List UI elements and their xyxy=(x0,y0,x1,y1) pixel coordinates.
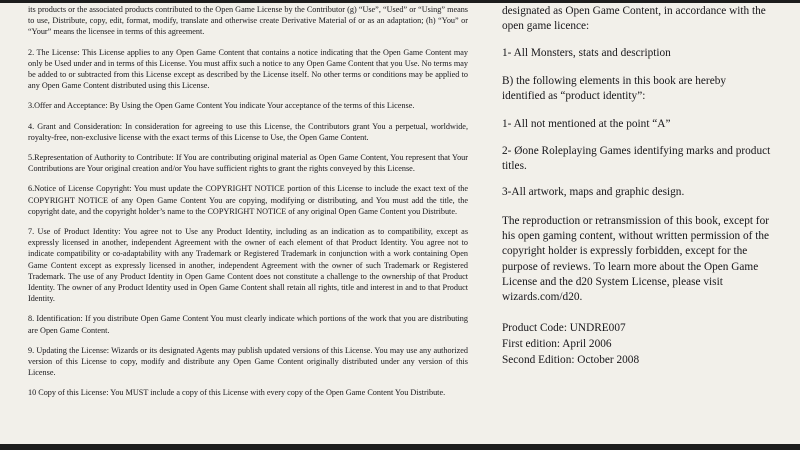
open-content-item: 1- All Monsters, stats and description xyxy=(502,46,671,59)
reproduction-notice: The reproduction or retransmission of this book, except for his open gaming content, without written permission of the copyright holder is expressly forbidden, except for the purpose of reviews. To learn more about the Open Game License and the d20 System License, please visit wizards.com/d20. xyxy=(502,214,770,304)
open-content-intro: designated as Open Game Content, in accordance with the open game licence: xyxy=(502,5,766,33)
right-column-product-identity xyxy=(492,0,800,450)
license-paragraph: 6.Notice of License Copyright: You must update the COPYRIGHT NOTICE portion of this License to include the exact text of the COPYRIGHT NOTICE of any Open Game Content You are copying, modifying or distributing, and You must add the title, the copyright date, and the copyright holder’s name to the COPYRIGHT NOTICE of any original Open Game Content you Distribute. xyxy=(28,184,468,216)
product-identity-heading: B) the following elements in this book are hereby identified as “product identity”: xyxy=(502,74,727,103)
license-paragraph: 7. Use of Product Identity: You agree not to Use any Product Identity, including as an indication as to compatibility, except as expressly licensed in another, independent Agreement with the owner of each element of that Product Identity. You agree not to indicate compatibility or co-adaptability with any Trademark or Registered Trademark in conjunction with a work containing Open Game Content except as expressly licensed in another, independent Agreement with the owner of such Trademark or Registered Trademark. The use of any Product Identity in Open Game Content does not constitute a challenge to the ownership of that Product Identity. The owner of any Product Identity used in Open Game Content shall retain all rights, title and interest in and to that Product Identity. xyxy=(28,227,468,304)
license-paragraph: 9. Updating the License: Wizards or its designated Agents may publish updated versions of this License. You may use any authorized version of this License to copy, modify and distribute any Open Game Content originally distributed under any version of this License. xyxy=(28,345,468,378)
license-paragraph: 10 Copy of this License: You MUST include a copy of this License with every copy of the Open Game Content You Distribute. xyxy=(28,388,446,398)
license-paragraph: 3.Offer and Acceptance: By Using the Open Game Content You indicate Your acceptance of the terms of this License. xyxy=(28,101,415,111)
license-paragraph: 5.Representation of Authority to Contribute: If You are contributing original material as Open Game Content, You represent that Your Contributions are Your original creation and/or You have sufficient rights to grant the rights conveyed by this License. xyxy=(28,153,468,174)
product-identity-item: 2- Øone Roleplaying Games identifying marks and product titles. xyxy=(502,144,771,173)
license-paragraph: its products or the associated products contributed to the Open Game License by the Contributor (g) “Use”, “Used” or “Using” means to use, Distribute, copy, edit, format, modify, translate and otherwise create Derivative Material of or as an adaptation; (h) “You” or “Your” means the licensee in terms of this agreement. xyxy=(28,5,468,37)
product-code: Product Code: UNDRE007 xyxy=(502,322,626,335)
product-details xyxy=(502,321,772,368)
product-identity-item: 1- All not mentioned at the point “A” xyxy=(502,118,671,131)
product-identity-item: 3-All artwork, maps and graphic design. xyxy=(502,186,685,199)
column-divider xyxy=(492,6,493,440)
license-paragraph: 8. Identification: If you distribute Open Game Content You must clearly indicate which portions of the work that you are distributing are Open Game Content. xyxy=(28,314,468,335)
second-edition: Second Edition: October 2008 xyxy=(502,353,640,366)
license-paragraph: 2. The License: This License applies to any Open Game Content that contains a notice indicating that the Open Game Content may only be Used under and in terms of this License. You must affix such a notice to any Open Game Content that you Use. No terms may be added to or subtracted from this License except as described by the License itself. No other terms or conditions may be applied to any Open Game Content distributed using this License. xyxy=(28,47,468,91)
license-paragraph: 4. Grant and Consideration: In consideration for agreeing to use this License, the Contributors grant You a perpetual, worldwide, royalty-free, non-exclusive license with the exact terms of this License to Use, the Open Game Content. xyxy=(28,121,468,142)
first-edition: First edition: April 2006 xyxy=(502,338,612,351)
